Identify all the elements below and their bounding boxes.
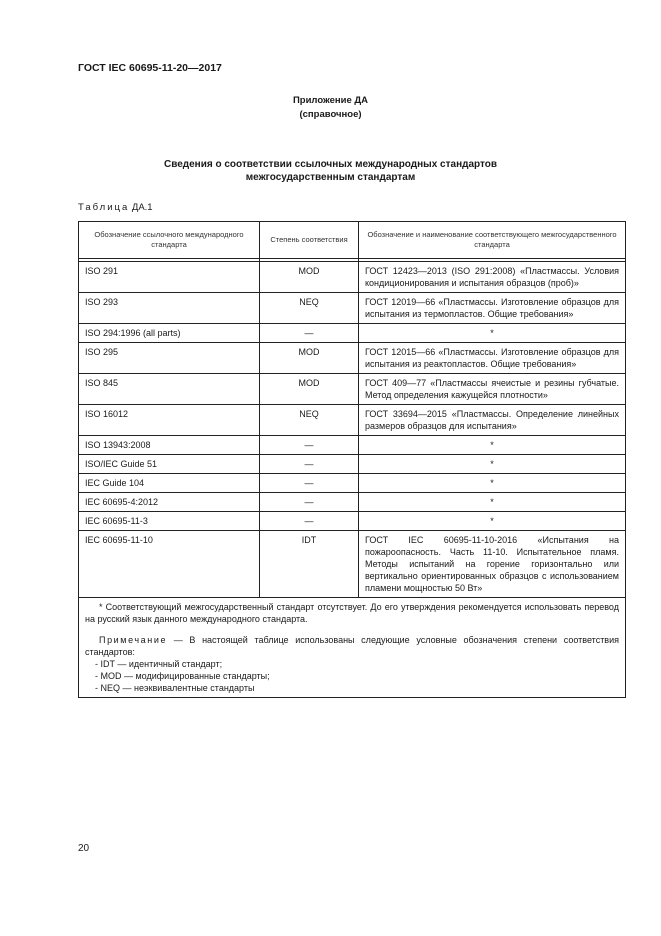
cell-national: * <box>359 474 626 493</box>
table-row <box>79 405 626 436</box>
table-row <box>79 436 626 455</box>
cell-degree: — <box>260 474 359 493</box>
cell-reference: ISO/IEC Guide 51 <box>79 455 260 474</box>
cell-degree: — <box>260 324 359 343</box>
cell-reference: IEC 60695-11-3 <box>79 512 260 531</box>
cell-national: ГОСТ 33694—2015 «Пластмассы. Определение линейных размеров образцов для испытания» <box>359 405 626 436</box>
section-heading-line-1: Сведения о соответствии ссылочных международных стандартов <box>163 159 498 170</box>
table-row <box>79 493 626 512</box>
cell-national: * <box>359 436 626 455</box>
cell-national: ГОСТ 12015—66 «Пластмассы. Изготовление образцов для испытания из реактопластов. Общие требования» <box>359 343 626 374</box>
document-code: ГОСТ IEC 60695-11-20—2017 <box>78 62 222 74</box>
header-national-standard: Обозначение и наименование соответствующего межгосударственного стандарта <box>359 222 626 259</box>
annex-block <box>0 94 661 122</box>
table-row <box>79 474 626 493</box>
table-row <box>79 531 626 598</box>
note <box>85 634 619 658</box>
table-footer <box>79 598 626 698</box>
table-header-row <box>79 222 626 259</box>
cell-national: * <box>359 493 626 512</box>
cell-degree: — <box>260 512 359 531</box>
note-item-idt: - IDT — идентичный стандарт; <box>95 659 223 669</box>
cell-national: * <box>359 455 626 474</box>
correspondence-table <box>78 221 626 698</box>
table-row <box>79 324 626 343</box>
section-heading <box>0 158 661 184</box>
cell-reference: ISO 293 <box>79 293 260 324</box>
cell-reference: ISO 295 <box>79 343 260 374</box>
table-row <box>79 512 626 531</box>
cell-degree: MOD <box>260 374 359 405</box>
cell-reference: IEC 60695-11-10 <box>79 531 260 598</box>
cell-degree: — <box>260 493 359 512</box>
page-number: 20 <box>78 843 90 854</box>
note-item-neq: - NEQ — неэквивалентные стандарты <box>95 683 255 693</box>
table-caption-word: Таблица <box>78 202 130 213</box>
cell-reference: ISO 294:1996 (all parts) <box>79 324 260 343</box>
footnote: * Соответствующий межгосударственный стандарт отсутствует. До его утверждения рекомендуется использовать перевод на русский язык данного международного стандарта. <box>85 602 619 624</box>
table-row <box>79 374 626 405</box>
note-label: Примечание <box>99 635 168 645</box>
cell-degree: — <box>260 455 359 474</box>
cell-national: * <box>359 512 626 531</box>
table-row <box>79 343 626 374</box>
cell-degree: — <box>260 436 359 455</box>
table-row <box>79 293 626 324</box>
cell-reference: ISO 16012 <box>79 405 260 436</box>
cell-national: ГОСТ 12423—2013 (ISO 291:2008) «Пластмассы. Условия кондиционирования и испытания образцов (проб)» <box>359 262 626 293</box>
cell-national: ГОСТ 409—77 «Пластмассы ячеистые и резины губчатые. Метод определения кажущейся плотности» <box>359 374 626 405</box>
table-row <box>79 455 626 474</box>
table-footer-row <box>79 598 626 698</box>
cell-national: * <box>359 324 626 343</box>
table-caption <box>78 202 153 213</box>
cell-reference: ISO 13943:2008 <box>79 436 260 455</box>
cell-degree: MOD <box>260 262 359 293</box>
cell-reference: IEC 60695-4:2012 <box>79 493 260 512</box>
cell-reference: ISO 845 <box>79 374 260 405</box>
annex-subtitle: (справочное) <box>299 109 362 120</box>
note-item-mod: - MOD — модифицированные стандарты; <box>95 671 270 681</box>
header-reference-standard: Обозначение ссылочного международного стандарта <box>79 222 260 259</box>
section-heading-line-2: межгосударственным стандартам <box>245 172 416 183</box>
cell-national: ГОСТ IEC 60695-11-10-2016 «Испытания на пожароопасность. Часть 11-10. Испытательное пламя. Методы испытаний на горение горизонтально или вертикально ориентированных образцов с использованием пламени мощностью 50 Вт» <box>359 531 626 598</box>
cell-reference: IEC Guide 104 <box>79 474 260 493</box>
annex-title: Приложение ДА <box>292 95 369 106</box>
cell-degree: NEQ <box>260 293 359 324</box>
cell-national: ГОСТ 12019—66 «Пластмассы. Изготовление образцов для испытания из термопластов. Общие требования» <box>359 293 626 324</box>
cell-degree: MOD <box>260 343 359 374</box>
cell-reference: ISO 291 <box>79 262 260 293</box>
header-degree: Степень соответствия <box>260 222 359 259</box>
cell-degree: NEQ <box>260 405 359 436</box>
cell-degree: IDT <box>260 531 359 598</box>
table-caption-number: ДА.1 <box>131 202 153 213</box>
note-text: — В настоящей таблице использованы следующие условные обозначения степени соответствия стандартов: <box>85 635 619 657</box>
table-row <box>79 262 626 293</box>
